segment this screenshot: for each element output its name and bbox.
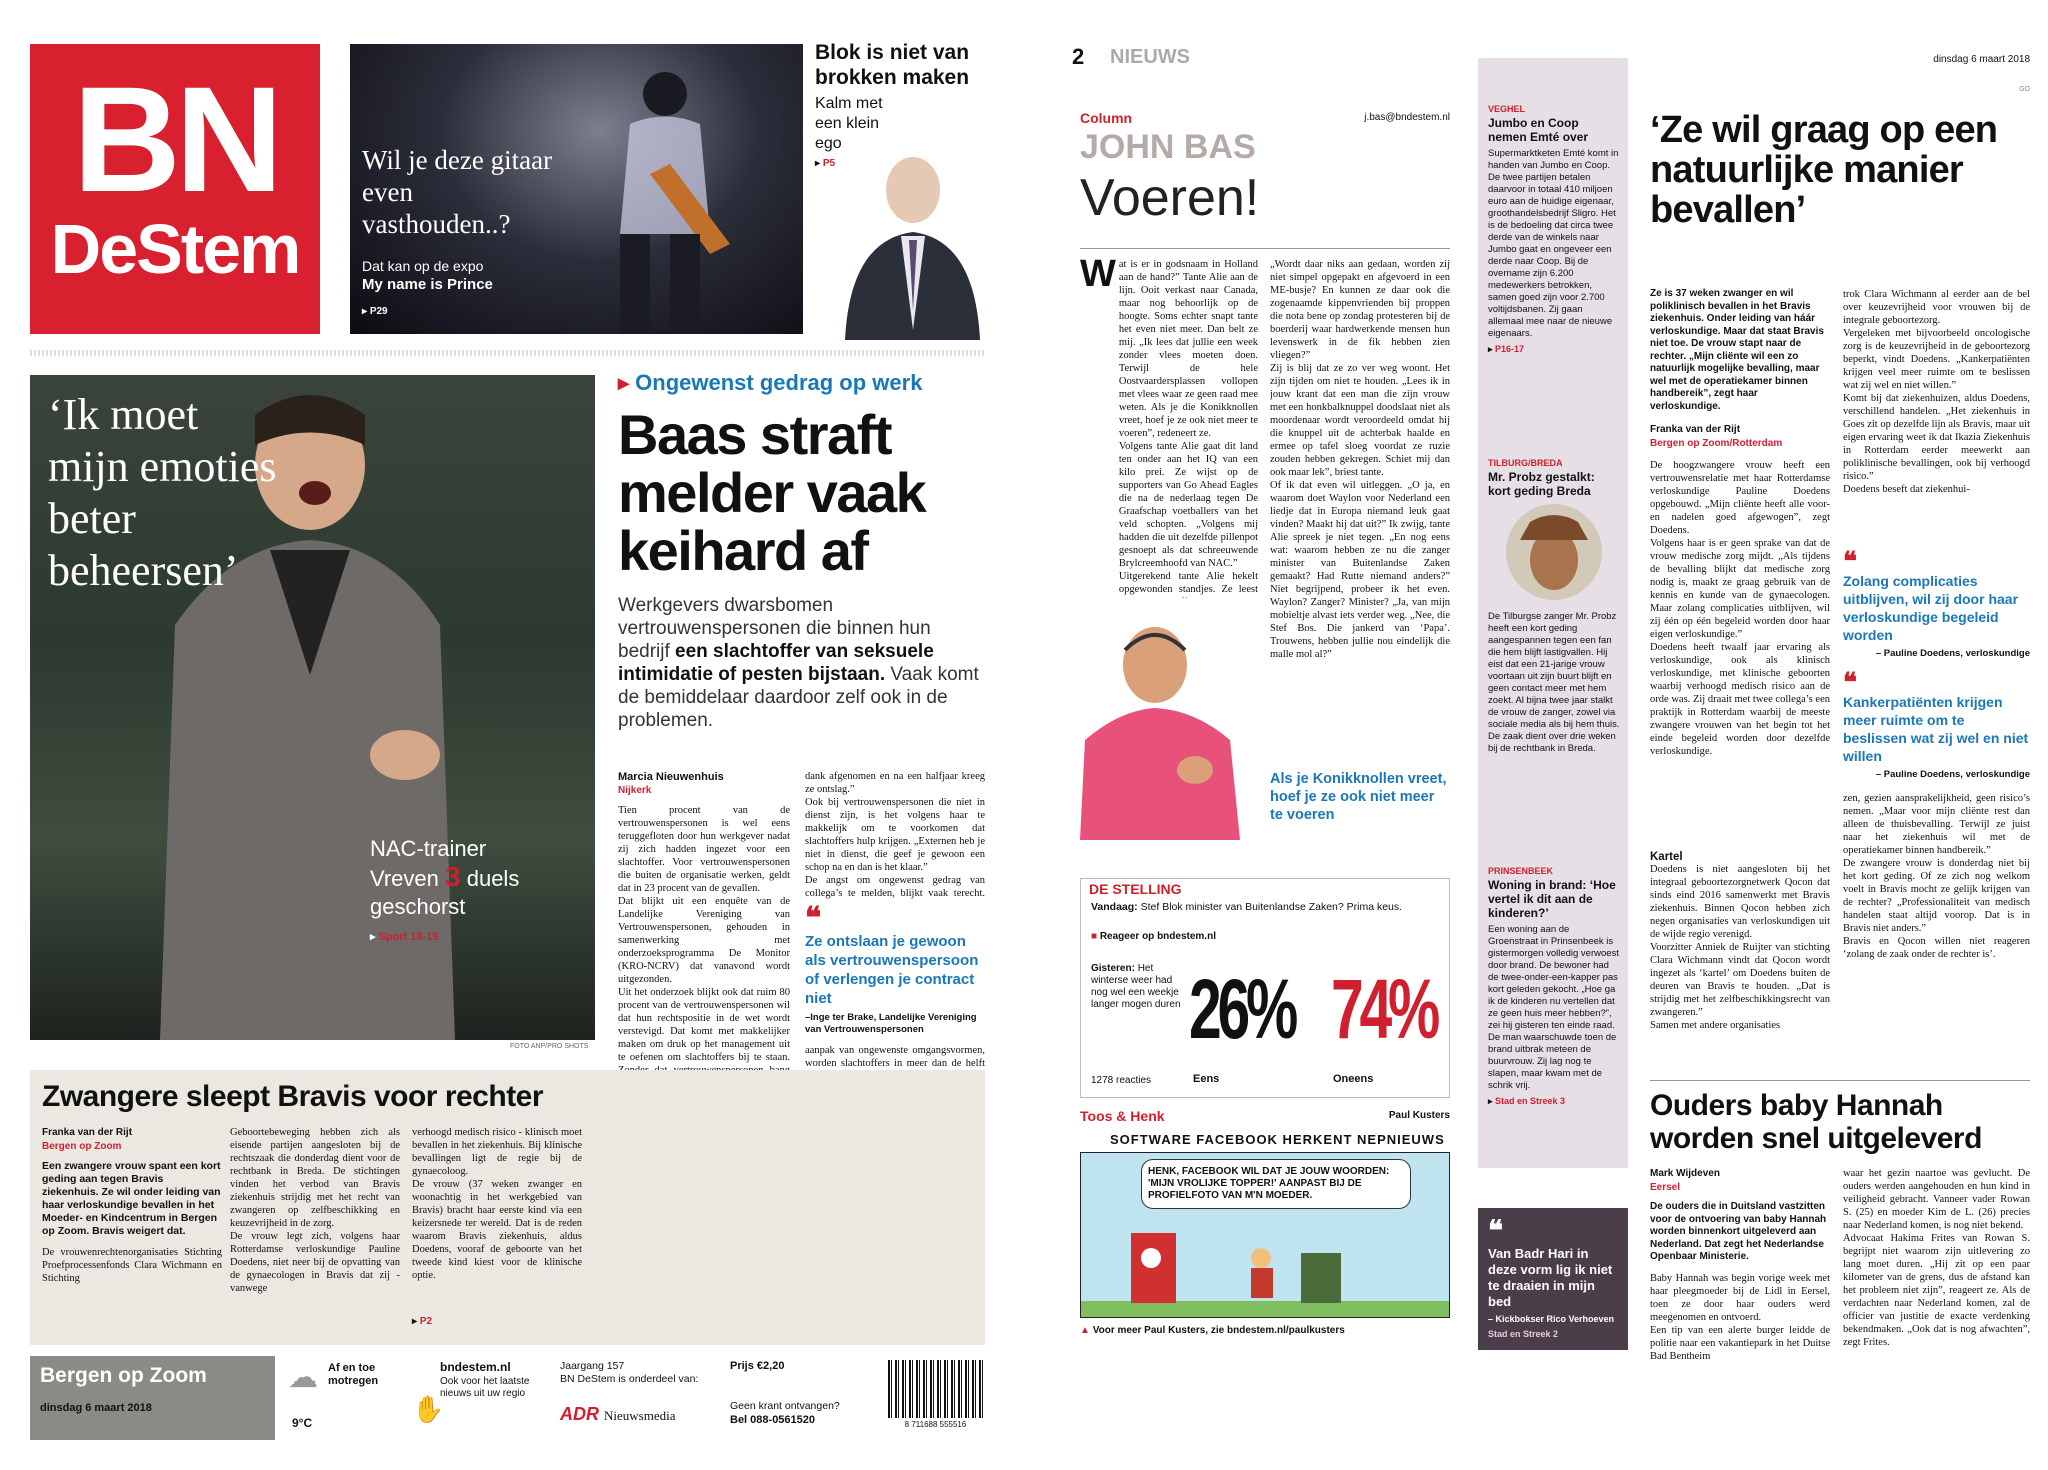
sidebar-s2: [1488, 458, 1620, 755]
column-label: Column: [1080, 110, 1133, 126]
page-number: 2: [1072, 44, 1085, 69]
bravis-c3: verhoogd medisch risico - klinisch moet bevallen in het ziekenhuis. Bij klinische bevallingen ligt de regie bij de gynaecoloog. De vrouw (37 weken zwanger en woonachtig in het werkgebied van Bravis) bracht haar eerste kind via een keizersnede ter wereld. Dat is de reden waarom Bravis ziekenhuis, aldus Doedens, vooraf de geboorte van het tweede kind kiest voor de klinische optie.: [412, 1127, 582, 1281]
bravis-headline: Zwangere sleept Bravis voor rechter: [42, 1080, 544, 1113]
column-pullquote: Als je Konikknollen vreet, hoef je ze ook niet meer te voeren: [1270, 771, 1447, 823]
vreven-ref-text: Sport 18-19: [378, 931, 439, 943]
column-author: JOHN BAS: [1080, 128, 1256, 166]
main-c1b: Doedens is niet aangesloten bij het integraal geboortezorgnetwerk Qocon dat sinds eind 2016 samenwerkt met Bravis ziekenhuis. Binnen Qocon hebben zich negen organisaties van verloskundigen uit de wijde regio verenigd. Voorzitter Anniek de Ruijter van stichting Clara Wichmann vindt dat Qocon wordt ingezet als ‘kartel’ om Doedens buiten de deuren van Bravis te houden. „Dat is strijdig met het zelfbeschikkingsrecht van zwangeren.” Samen met andere organisaties: [1650, 864, 1830, 1031]
main-c2b: zen, gezien aansprakelijkheid, geen risico’s nemen. „Maar voor mijn cliënte rest dan alleen de thuisbevalling. Terwijl ze juist naar het ziekenhuis wil met de operatiekamer binnen handbereik.” De zwangere vrouw is donderdag niet bij het kort geding. Of ze zich nog welkom voelt in Bravis mocht ze gelijk krijgen van de rechter? „Professionaliteit van medisch handelen staat altijd voorop. Dat is in Bravis niet anders.” Bravis en Qocon willen niet reageren ‘zolang de zaak onder de rechter is’.: [1843, 793, 2030, 960]
news-sidebar: [1478, 58, 1628, 1350]
main-c1a: De hoogzwangere vrouw heeft een vertrouwensrelatie met haar Rotterdamse verloskundige Pauline Doedens opgebouwd. „Mijn cliënte heeft alle voor- en nadelen goed afgewogen”, zegt Doedens. Volgens haar is er geen sprake van dat de vrouw medische zorg mijdt. „Als tijdens de bevalling blijkt dat medische zorg nodig is, maakt ze graag gebruik van de kennis en kunde van de gynaecologen. Maar zolang complicaties uitblijven, wil zij één op één begeleid worden door haar eigen verloskundige.” Doedens heeft twaalf jaar ervaring als verloskundige, ook als klinisch verloskundige, met klinische geboorten waarbij verhoogd medisch risico aan de orde was. Zij draait met twee collega’s een praktijk in Rotterdam waarbij de meeste zwangere vrouwen van het begin tot het einde begeleid worden door dezelfde verloskundige.: [1650, 460, 1830, 757]
blok-ref-text: P5: [822, 158, 836, 169]
lead-col2a: dank afgenomen en na een halfjaar kreeg ze ontslag.” Ook bij vertrouwenspersonen die niet in dienst zijn, is het volgens haar te makkelijk om te voorkomen dat slachtoffers hulp krijgen. „Externen heb je niet in dienst, die geef je gewoon een schop na en dan is het klaar.” De angst om ongewenst gedrag van collega’s te melden, blijkt vaak terecht.: [805, 771, 985, 899]
blok-teaser[interactable]: [815, 40, 985, 340]
column-rule: [1080, 248, 1450, 249]
hannah-place: Eersel: [1650, 1182, 1681, 1193]
bravis-c2: Geboortebeweging hebben zich als eisende partijen aangesloten bij de rechtszaak die donderdag dient voor de rechtbank in Breda. De stichtingen vinden het verbod van Bravis ziekenhuis strijdig met het recht van zwangeren op zelfbeschikking en keuzevrijheid in de zorg. De vrouw legt zich, volgens haar Rotterdamse verloskundige Pauline Doedens, niet neer bij de opvatting van de gynaecologen in Bravis dat zij - vanwege: [230, 1127, 400, 1294]
lead-intro: [618, 594, 985, 732]
masthead-logo[interactable]: [30, 44, 320, 334]
comic-more-text: Voor meer Paul Kusters, zie bndestem.nl/paulkusters: [1092, 1325, 1345, 1336]
logo-bn: BN: [72, 55, 278, 223]
s3-text: Een woning aan de Groenstraat in Prinsenbeek is gistermorgen volledig verwoest door brand. De bewoner had de twee-onder-een-kapper pas kort geleden gekocht. „Hoe ga ik de kinderen nu vertellen dat ze geen huis meer hebben?”, zei hij gisteren ten einde raad. De man waarschuwde toen de brand uitbrak meteen de buurvrouw. Zij lag nog te slapen, maar kwam met de schrik vrij.: [1488, 924, 1619, 1091]
stelling-label: DE STELLING: [1081, 879, 1190, 899]
s1-ref-text: P16-17: [1495, 344, 1525, 354]
lead-headline: Baas straft melder vaak keihard af: [618, 403, 926, 582]
bravis-col3: [412, 1126, 582, 1327]
edition-date: dinsdag 6 maart 2018: [40, 1402, 152, 1414]
lead-place: Nijkerk: [618, 785, 652, 796]
page-two: [1060, 40, 2030, 1440]
main-col2: [1843, 288, 2030, 1002]
site-link[interactable]: bndestem.nl: [440, 1360, 511, 1374]
weather-text: Af en toe motregen: [328, 1362, 379, 1387]
prince-ref-text: P29: [369, 306, 388, 317]
column-c2: „Wordt daar niks aan gedaan, worden zij niet simpel opgepakt en afgevoerd in een ME-busje? En kunnen ze daar ook die zogenaamde kippenvrienden bij proppen die nota bene op zondag protesteren bij de boerderij waar hardwerkende mensen hun levenswerk in de fik hebben zien vliegen?” Zij is blij dat ze zo ver weg woont. Het zijn tijden om niet te houden. „Lees ik in jouw krant dat een man die zijn vrouw met een honkbalknuppel doodslaat niet als moordenaar wordt veroordeeld omdat hij die knuppel uit de achterbak haalde en ermee op tafel sloeg voordat ze ruzie zouden hebben gekregen. Schiet mij dan ook maar lek”, briest tante. Of ik dat even wil uitleggen. „O ja, en waarom doet Waylon voor Nederland een liedje dat in Europa niemand leuk gaat vinden? Maakt hij dat uit?” Ik zwijg, tante Alie spreek je niet tegen. „En nog eens wat: waarom hebben ze nu die zanger minister van Buitenlandse Zaken gemaakt? Had Rutte niemand anders?” Niet begrijpend, probeer ik het even. Waylon? Zanger? Minister? „Ja, van mijn mobieltje alvast iets verder weg. „Nee, die Stef Bos. Die jankerd van ‘Papa’. Trouwens, hebben jullie nou eindelijk die malle mol al?”: [1270, 259, 1450, 660]
lead-pullquote: Ze ontslaan je gewoon als vertrouwenspersoon of verlengen je contract niet: [805, 933, 979, 1007]
main-sub: Kartel: [1650, 851, 1683, 863]
column-block: [1080, 110, 1450, 870]
blok-title: Blok is niet van brokken maken: [815, 41, 970, 89]
guitarist-figure: [560, 54, 760, 334]
hannah-c2: waar het gezin naartoe was gevlucht. De ouders werden aangehouden en hun kind in veiligheid gebracht. Vanneer vader Rowan S. (25) en moeder Kim de L. (26) precies naar Nederland komen, is nog niet bekend. Advocaat Hakima Frites van Rowan S. begrijpt niet waarom zijn uitlevering zo lang moet duren. „Hij zit op een paar kilometer van de grens, dus de afstand kan het probleem niet zijn”, reageert ze. Als de verdachten naar Nederland komen, zal de officier van justitie de exacte verdenking bekendmaken. „Ook dat is nog afwachten”, zegt Frites.: [1843, 1168, 2030, 1348]
quote-mark-icon: ❝: [1843, 546, 1857, 576]
s3-ref-text: Stad en Streek 3: [1495, 1096, 1566, 1106]
prince-name: My name is Prince: [362, 276, 493, 293]
probz-portrait: [1494, 502, 1614, 602]
hannah-lead: De ouders die in Duitsland vastzitten voor de ontvoering van baby Hannah worden binnenkort uitgeleverd aan Nederland. Dat zegt het Nederlandse Openbaar Ministerie.: [1650, 1201, 1827, 1262]
hannah-col1: [1650, 1167, 1830, 1412]
column-c1: at is er in godsnaam in Holland aan de hand?” Tante Alie aan de lijn. Ooit verkast naar Canada, maar nog behoorlijk op de hoogte. Soms echter snapt tante het even niet meer. Dan belt ze mij. „Ik lees dat jullie een week zonder vlees moeten doen. Terwijl de hele Oostvaardersplassen vollopen met vlees waar ze geen raad mee weten. Als je die Konikknollen vreet, hoef je ze ook niet meer te voeren”, redeneert ze. Volgens tante Alie gaat dit land ten onder aan het IQ van een kilo prei. Ze wijst op de supporters van Go Ahead Eagles die na de nederlaag tegen De Graafschap voetballers van het veld schopten. „Volgens mij hadden die uit dezelfde pillenpot gesnoept als dat schreeuwende Brylcreemhoofd van NAC.” Uitgerekend tante Alie hekelt opgewonden standjes. Ze leest: [1118, 259, 1258, 595]
caption-num: 3: [445, 861, 461, 892]
s4-ref: Stad en Streek 2: [1488, 1329, 1559, 1339]
lead-col1-text: Tien procent van de vertrouwenspersonen is wel eens teruggefloten door hun werkgever nadat zij zich hadden ingezet voor een slachtoffer. Voor vertrouwenspersonen die buiten de organisatie werken, geldt dat in 23 procent van de gevallen. Dat blijkt uit een enquête van de Landelijke Vereniging van Vertrouwenspersonen, gehouden in samenwerking met onderzoeksprogramma De Monitor (KRO-NCRV) dat vanavond wordt uitgezonden. Uit het onderzoek blijkt ook dat ruim 80 procent van de vertrouwenspersonen wil dat hun rechtspositie in de wet wordt verstevigd. Dat komt met makkelijker maken om druk op het management uit te oefenen om slachtoffers bij te staan.: [618, 805, 790, 1063]
sidebar-s1: [1488, 104, 1620, 355]
bravis-author: Franka van der Rijt: [42, 1127, 133, 1138]
lead-intro-a: Werkgevers dwarsbomen vertrouwenspersonen die binnen hun bedrijf: [618, 595, 931, 662]
main-col1: [1650, 288, 1830, 1063]
bravis-c1: De vrouwenrechtenorganisaties Stichting Proefprocessenfonds Clara Wichmann en Stichting: [42, 1247, 222, 1284]
s3-title: Woning in brand: ‘Hoe vertel ik dit aan de kinderen?’: [1488, 878, 1616, 920]
yes-pct: 26%: [1189, 962, 1295, 1056]
main-pq2: Kankerpatiënten krijgen meer ruimte om te beslissen wat zij wel en niet willen: [1843, 694, 2029, 764]
s1-place: VEGHEL: [1488, 104, 1526, 114]
vreven-ref: ▸ Sport 18-19: [370, 931, 439, 943]
front-page: [30, 40, 985, 1440]
comic-scene: [1081, 1223, 1450, 1318]
prince-quote: Wil je deze gitaar even vasthouden..?: [362, 145, 553, 239]
footer-part: BN DeStem is onderdeel van:: [560, 1373, 699, 1385]
column-email[interactable]: j.bas@bndestem.nl: [1364, 112, 1450, 123]
footer-phone: Bel 088-0561520: [730, 1414, 816, 1426]
stelling-block: [1080, 878, 1450, 1098]
main-pq1-by: – Pauline Doedens, verloskundige: [1875, 648, 2030, 659]
vreven-photo[interactable]: [30, 375, 595, 1040]
s2-title: Mr. Probz gestalkt: kort geding Breda: [1488, 470, 1595, 498]
main-pq1: Zolang complicaties uitblijven, wil zij door haar verloskundige begeleid worden: [1843, 573, 2019, 643]
adr-logo: ADR: [560, 1404, 599, 1424]
barcode: [888, 1360, 983, 1418]
site-sub: Ook voor het laatste nieuws uit uw regio: [440, 1376, 530, 1399]
barcode-number: 8 711688 555516: [904, 1420, 967, 1429]
s2-text: De Tilburgse zanger Mr. Probz heeft een kort geding aangespannen tegen een fan die hem blijft lastigvallen. Hij eist dat een 21-jarige vrouw voortaan uit zijn buurt blijft en geen contact meer met hem zoekt. Al bijna twee jaar stalkt de vrouw de zanger, zowel via sociale media als bij hem thuis. De zaak dient over drie weken bij de rechtbank in Breda.: [1488, 611, 1620, 754]
footer-price: Prijs €2,20: [730, 1360, 785, 1372]
bravis-ref: ▸ P2: [412, 1316, 433, 1327]
section-name: NIEUWS: [1110, 46, 1190, 68]
bravis-lead: Een zwangere vrouw spant een kort geding aan tegen Bravis ziekenhuis. Ze wil onder leiding van haar verloskundige bevallen in het Moeder- en Kindcentrum in Bergen op Zoom. Bravis weigert dat.: [42, 1160, 221, 1237]
cloud-rain-icon: ☁: [288, 1361, 318, 1394]
comic-label: Toos & Henk: [1080, 1108, 1165, 1124]
prince-sub: Dat kan op de expo: [362, 258, 484, 274]
yesterday-label: Gisteren:: [1091, 963, 1135, 974]
quote-mark-icon: ❝: [1843, 667, 1857, 697]
sidebar-s3: [1488, 866, 1620, 1107]
yesterday-text: Het winterse weer had nog wel een weekje langer mogen duren: [1091, 963, 1181, 1010]
footer-year: Jaargang 157: [560, 1360, 625, 1372]
main-article: [1650, 110, 2030, 1120]
stelling-reactions: 1278 reacties: [1091, 1075, 1152, 1086]
top-divider: [30, 350, 985, 356]
s1-ref: ▸ P16-17: [1488, 344, 1525, 354]
columnist-figure: [1080, 610, 1260, 840]
quote-mark-icon: ❝: [1488, 1215, 1504, 1246]
sidebar-s4: [1478, 1208, 1628, 1350]
header-date: dinsdag 6 maart 2018: [1933, 54, 2030, 65]
caption-pre: NAC-trainer Vreven: [370, 836, 487, 891]
column-dropcap: W: [1080, 253, 1116, 295]
comic-title: SOFTWARE FACEBOOK HERKENT NEPNIEUWS: [1110, 1132, 1445, 1147]
comic-artist: Paul Kusters: [1388, 1110, 1450, 1121]
lead-kicker-text: Ongewenst gedrag op werk: [635, 370, 923, 395]
vreven-quote: ‘Ik moet mijn emoties beter beheersen’: [48, 390, 277, 595]
lead-author: Marcia Nieuwenhuis: [618, 771, 724, 783]
hannah-c1: Baby Hannah was begin vorige week met haar pleegmoeder bij de Lidl in Eersel, toen ze door haar ouders werd meegenomen en ontvoerd. Een tip van een alerte burger leidde de politie naar een vakantiepark in het Duitse Bad Bentheim: [1650, 1272, 1830, 1362]
main-pq2-by: – Pauline Doedens, verloskundige: [1875, 769, 2030, 780]
s3-ref: ▸ Stad en Streek 3: [1488, 1096, 1566, 1106]
vreven-caption: [370, 835, 560, 921]
quote-mark-icon: ❝: [805, 902, 822, 935]
no-label: Oneens: [1333, 1073, 1374, 1085]
stelling-react[interactable]: ■ Reageer op bndestem.nl: [1091, 931, 1216, 942]
main-headline: ‘Ze wil graag op een natuurlijke manier bevallen’: [1650, 109, 1998, 231]
stelling-today-text: Stef Blok minister van Buitenlandse Zaken? Prima keus.: [1140, 901, 1403, 913]
bravis-article: [30, 1070, 985, 1345]
blok-ref: ▸ P5: [815, 158, 836, 169]
footer-nopaper: Geen krant ontvangen?: [730, 1400, 840, 1412]
bravis-place: Bergen op Zoom: [42, 1141, 122, 1152]
prince-ref: ▸ P29: [362, 306, 388, 317]
footer-media: Nieuwsmedia: [604, 1408, 676, 1423]
phone-hand-icon: ✋: [412, 1394, 445, 1424]
s4-by: – Kickbokser Rico Verhoeven: [1488, 1314, 1615, 1324]
comic-more[interactable]: ▲ Voor meer Paul Kusters, zie bndestem.nl/paulkusters: [1080, 1325, 1345, 1336]
s3-place: PRINSENBEEK: [1488, 866, 1554, 876]
main-place: Bergen op Zoom/Rotterdam: [1650, 438, 1783, 449]
stelling-react-text: Reageer op bndestem.nl: [1099, 931, 1216, 942]
main-lead: Ze is 37 weken zwanger en wil poliklinisch bevallen in het Bravis ziekenhuis. Onder leiding van háár verloskundige. Maar dat staat Bravis niet toe. De vrouw stapt naar de rechter. „Mijn cliënte wil een zo natuurlijk mogelijke bevalling, maar wel met de operatiekamer binnen handbereik”, zegt haar verloskundige.: [1650, 288, 1824, 412]
stelling-today: [1091, 901, 1441, 914]
bravis-col1: [42, 1126, 222, 1285]
photo-credit: FOTO ANP/PRO SHOTS: [510, 1043, 589, 1050]
hannah-article: [1650, 1080, 2030, 1440]
edition-box: [30, 1356, 275, 1440]
bravis-ref-text: P2: [419, 1316, 433, 1327]
hannah-headline: Ouders baby Hannah worden snel uitgeleverd: [1650, 1089, 1982, 1155]
s1-text: Supermarktketen Emté komt in handen van Jumbo en Coop. De twee partijen betalen daarvoor in totaal 410 miljoen euro aan de huidige eigenaar, groothandelsbedrijf Sligro. Het is de bedoeling dat circa twee derde van de winkels naar Jumbo gaat en ongeveer een derde naar Coop. Bij de overname zijn 6.200 medewerkers betrokken, samen goed zijn voor 2.700 voltijdsbanen. Zij gaan allemaal mee naar de nieuwe eigenaars.: [1488, 148, 1619, 339]
logo-destem: DeStem: [50, 210, 300, 288]
lead-col1: [618, 770, 790, 1086]
column-col1: [1080, 253, 1258, 598]
no-pct: 74%: [1331, 962, 1437, 1056]
column-title: Voeren!: [1080, 169, 1260, 227]
stelling-yesterday: [1091, 963, 1181, 1011]
blok-portrait: [835, 140, 985, 340]
edition-name: Bergen op Zoom: [40, 1364, 207, 1387]
front-footer: [30, 1356, 985, 1440]
comic-block: [1080, 1108, 1450, 1318]
lead-col2b: aanpak van ongewenste omgangsvormen, worden slachtoffers in meer dan de helft: [805, 1045, 985, 1069]
s4-quote: Van Badr Hari in deze vorm lig ik niet te draaien in mijn bed: [1488, 1246, 1613, 1309]
s2-place: TILBURG/BREDA: [1488, 458, 1563, 468]
header-code: GO: [2019, 86, 2030, 93]
lead-kicker: ▸ Ongewenst gedrag op werk: [618, 370, 923, 395]
caption-post: duels geschorst: [370, 866, 520, 919]
main-author: Franka van der Rijt: [1650, 424, 1741, 435]
blok-sub: Kalm met een klein ego: [815, 95, 883, 152]
temperature: 9°C: [292, 1416, 313, 1430]
stelling-today-label: Vandaag:: [1091, 901, 1138, 913]
john-bas-photo: [1080, 610, 1260, 840]
yes-label: Eens: [1193, 1073, 1220, 1085]
comic-panel: [1080, 1152, 1450, 1318]
lead-intro-c: Vaak komt de bemiddelaar daardoor zelf ook in de problemen.: [618, 664, 979, 731]
lead-article: [618, 370, 985, 1069]
hannah-author: Mark Wijdeven: [1650, 1168, 1720, 1179]
comic-balloon: HENK, FACEBOOK WIL DAT JE JOUW WOORDEN: 'MIJN VROLIJKE TOPPER!' AANPAST BIJ DE PROFIELFOTO VAN M'N MOEDER.: [1141, 1159, 1411, 1209]
prince-teaser[interactable]: [350, 44, 803, 334]
main-c2a: trok Clara Wichmann al eerder aan de bel over keuzevrijheid voor vrouwen bij de integrale geboortezorg. Vergeleken met bijvoorbeeld oncologische zorg is de keuzevrijheid in de geboortezorg beperkt, vindt Doedens. „Kankerpatiënten krijgen veel meer ruimte om te beslissen wat zij wel en niet willen.” Komt bij dat ziekenhuizen, aldus Doedens, verschillend handelen. „Het ziekenhuis in Goes zit op dezelfde lijn als Bravis, maar uit eigen ervaring weet ik dat Ikazia Ziekenhuis in Rotterdam eerder meewerkt aan poliklinische bevallingen, ook bij verhoogd risico.” Doedens beseft dat ziekenhui-: [1843, 289, 2030, 495]
lead-pullquote-by: –Inge ter Brake, Landelijke Vereniging van Vertrouwenspersonen: [805, 1012, 977, 1035]
s1-title: Jumbo en Coop nemen Emté over: [1488, 116, 1589, 144]
lead-intro-b: een slachtoffer van seksuele intimidatie of pesten bijstaan.: [618, 641, 934, 685]
